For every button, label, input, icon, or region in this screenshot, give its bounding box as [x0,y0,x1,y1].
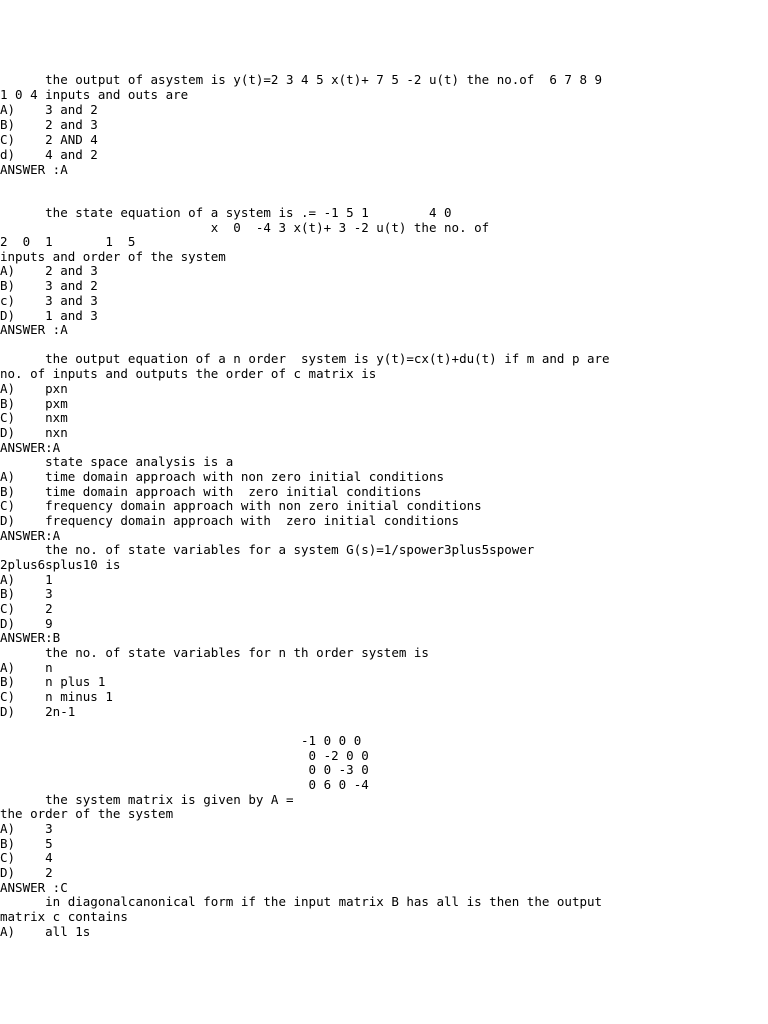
question-5-text-cont: 2plus6splus10 is [0,557,121,572]
question-7-text: the system matrix is given by A = [0,792,294,807]
question-4-option-c: C) frequency domain approach with non zero initial conditions [0,498,482,513]
question-6-option-d: D) 2n-1 [0,704,76,719]
question-6-text: the no. of state variables for n th order system is [0,645,429,660]
question-3-option-d: D) nxn [0,425,68,440]
question-1-answer: ANSWER :A [0,162,68,177]
question-5-text: the no. of state variables for a system G(s)=1/spower3plus5spower [0,542,535,557]
question-4-text: state space analysis is a [0,454,234,469]
question-2-option-a: A) 2 and 3 [0,263,98,278]
question-5-answer: ANSWER:B [0,630,61,645]
question-4-answer: ANSWER:A [0,528,61,543]
question-2-text-cont: inputs and order of the system [0,249,226,264]
question-2-answer: ANSWER :A [0,322,68,337]
question-2-option-c: c) 3 and 3 [0,293,98,308]
question-2-option-d: D) 1 and 3 [0,308,98,323]
question-6-option-c: C) n minus 1 [0,689,113,704]
question-7-option-a: A) 3 [0,821,53,836]
question-5-option-b: B) 3 [0,586,53,601]
question-3-answer: ANSWER:A [0,440,61,455]
matrix-row: 0 6 0 -4 [0,777,369,792]
question-3-option-c: C) nxm [0,410,68,425]
question-8-text: in diagonalcanonical form if the input matrix B has all is then the output [0,894,603,909]
question-5-option-c: C) 2 [0,601,53,616]
question-2-text-cont: 2 0 1 1 5 [0,234,136,249]
question-1-option-b: B) 2 and 3 [0,117,98,132]
question-2-option-b: B) 3 and 2 [0,278,98,293]
question-3-option-b: B) pxm [0,396,68,411]
question-2-text-cont: x 0 -4 3 x(t)+ 3 -2 u(t) the no. of [0,220,490,235]
matrix-row: 0 0 -3 0 [0,762,369,777]
question-8-option-a: A) all 1s [0,924,91,939]
question-5-option-d: D) 9 [0,616,53,631]
question-7-option-c: C) 4 [0,850,53,865]
question-4-option-d: D) frequency domain approach with zero initial conditions [0,513,460,528]
question-5-option-a: A) 1 [0,572,53,587]
question-7-answer: ANSWER :C [0,880,68,895]
question-1-option-c: C) 2 AND 4 [0,132,98,147]
question-3-option-a: A) pxn [0,381,68,396]
question-8-text-cont: matrix c contains [0,909,128,924]
question-4-option-b: B) time domain approach with zero initial conditions [0,484,422,499]
question-6-option-a: A) n [0,660,53,675]
question-7-option-b: B) 5 [0,836,53,851]
question-1-option-a: A) 3 and 2 [0,102,98,117]
question-1-text: the output of asystem is y(t)=2 3 4 5 x(t)+ 7 5 -2 u(t) the no.of 6 7 8 9 [0,72,603,87]
question-1-option-d: d) 4 and 2 [0,147,98,162]
matrix-row: -1 0 0 0 [0,733,362,748]
question-7-text-cont: the order of the system [0,806,174,821]
question-3-text-cont: no. of inputs and outputs the order of c matrix is [0,366,377,381]
matrix-row: 0 -2 0 0 [0,748,369,763]
question-1-text-cont: 1 0 4 inputs and outs are [0,87,189,102]
question-2-text: the state equation of a system is .= -1 5 1 4 0 [0,205,452,220]
question-4-option-a: A) time domain approach with non zero initial conditions [0,469,445,484]
question-3-text: the output equation of a n order system is y(t)=cx(t)+du(t) if m and p are [0,351,610,366]
question-7-option-d: D) 2 [0,865,53,880]
question-6-option-b: B) n plus 1 [0,674,106,689]
